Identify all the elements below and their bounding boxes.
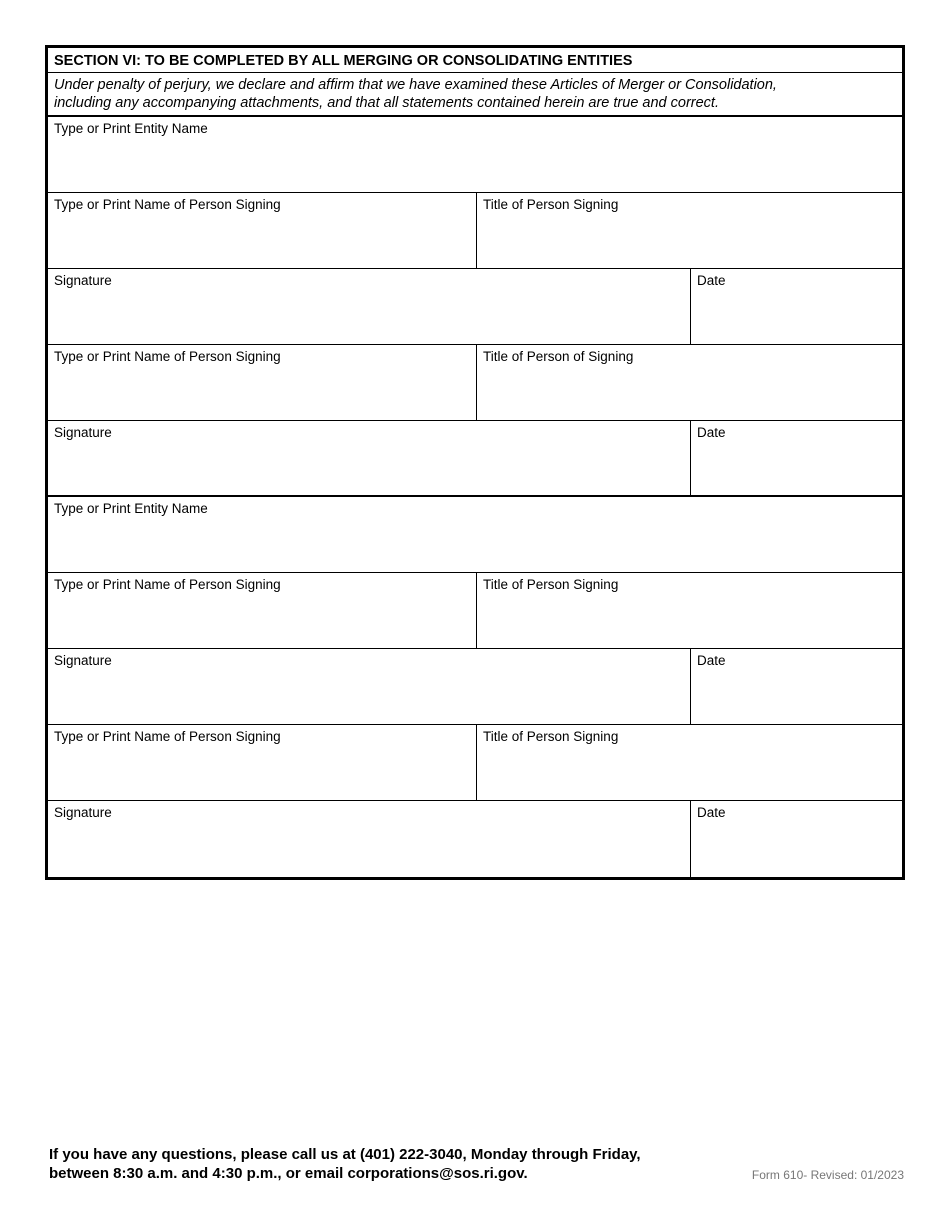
entity-2-signer-2-signature-row bbox=[48, 801, 902, 877]
entity-1-signer-2-date-input[interactable] bbox=[697, 447, 896, 489]
entity-2-signer-2-date-input[interactable] bbox=[697, 829, 896, 871]
entity-1-signer-1-title-field[interactable] bbox=[477, 193, 902, 268]
entity-1-signer-2-name-input[interactable] bbox=[54, 372, 470, 414]
perjury-declaration bbox=[48, 73, 902, 117]
signer-name-label: Type or Print Name of Person Signing bbox=[54, 197, 281, 212]
entity-name-label: Type or Print Entity Name bbox=[54, 121, 208, 136]
entity-1-signer-2-name-row bbox=[48, 345, 902, 421]
entity-1-name-field[interactable] bbox=[48, 117, 902, 192]
entity-1-signer-1-date-field[interactable] bbox=[691, 269, 902, 344]
section-header: SECTION VI: TO BE COMPLETED BY ALL MERGING OR CONSOLIDATING ENTITIES bbox=[48, 48, 902, 73]
signer-name-label: Type or Print Name of Person Signing bbox=[54, 349, 281, 364]
entity-2-signer-2-name-row bbox=[48, 725, 902, 801]
signer-title-label: Title of Person of Signing bbox=[483, 349, 634, 364]
entity-1-signer-2-title-input[interactable] bbox=[483, 372, 896, 414]
date-label: Date bbox=[697, 425, 726, 440]
section-vi-form bbox=[45, 45, 905, 880]
entity-2-signer-2-title-input[interactable] bbox=[483, 752, 896, 794]
form-revision-id: Form 610- Revised: 01/2023 bbox=[751, 1168, 904, 1182]
entity-1-signer-2-title-field[interactable] bbox=[477, 345, 902, 420]
entity-2-signer-1-signature-field[interactable] bbox=[48, 649, 691, 724]
entity-2-signer-2-name-input[interactable] bbox=[54, 752, 470, 794]
entity-2-name-row bbox=[48, 497, 902, 573]
entity-1-signer-2-signature-input[interactable] bbox=[54, 447, 684, 489]
entity-2-signer-2-signature-input[interactable] bbox=[54, 829, 684, 871]
declaration-line-1: Under penalty of perjury, we declare and affirm that we have examined these Articles of Merger or Consolidation, bbox=[54, 77, 777, 93]
entity-1-signer-1-name-field[interactable] bbox=[48, 193, 477, 268]
signature-label: Signature bbox=[54, 653, 112, 668]
date-label: Date bbox=[697, 805, 726, 820]
signer-title-label: Title of Person Signing bbox=[483, 197, 619, 212]
entity-1-name-input[interactable] bbox=[54, 144, 896, 186]
contact-line-2: between 8:30 a.m. and 4:30 p.m., or email corporations@sos.ri.gov. bbox=[49, 1165, 528, 1182]
entity-2-signer-1-signature-input[interactable] bbox=[54, 676, 684, 718]
entity-1-name-row bbox=[48, 117, 902, 193]
entity-2-signer-1-signature-row bbox=[48, 649, 902, 725]
signature-label: Signature bbox=[54, 273, 112, 288]
entity-2-signer-2-title-field[interactable] bbox=[477, 725, 902, 800]
entity-2-signer-1-name-field[interactable] bbox=[48, 573, 477, 648]
signer-title-label: Title of Person Signing bbox=[483, 729, 619, 744]
entity-2-signer-1-date-input[interactable] bbox=[697, 676, 896, 718]
signer-name-label: Type or Print Name of Person Signing bbox=[54, 577, 281, 592]
entity-2-signer-1-name-row bbox=[48, 573, 902, 649]
entity-2-signer-1-title-field[interactable] bbox=[477, 573, 902, 648]
entity-1-signer-1-signature-field[interactable] bbox=[48, 269, 691, 344]
entity-1-signer-2-signature-row bbox=[48, 421, 902, 497]
entity-2-name-field[interactable] bbox=[48, 497, 902, 572]
entity-1-signer-2-name-field[interactable] bbox=[48, 345, 477, 420]
entity-1-signer-1-signature-row bbox=[48, 269, 902, 345]
entity-1-signer-1-name-input[interactable] bbox=[54, 220, 470, 262]
signature-label: Signature bbox=[54, 425, 112, 440]
entity-2-signer-2-date-field[interactable] bbox=[691, 801, 902, 877]
declaration-line-2: including any accompanying attachments, and that all statements contained herein are true and correct. bbox=[54, 95, 719, 111]
date-label: Date bbox=[697, 653, 726, 668]
entity-1-signer-2-date-field[interactable] bbox=[691, 421, 902, 495]
entity-2-signer-2-signature-field[interactable] bbox=[48, 801, 691, 877]
entity-1-signer-1-name-row bbox=[48, 193, 902, 269]
entity-2-name-input[interactable] bbox=[54, 524, 896, 566]
entity-name-label: Type or Print Entity Name bbox=[54, 501, 208, 516]
contact-line-1: If you have any questions, please call us at (401) 222-3040, Monday through Friday, bbox=[49, 1146, 641, 1163]
entity-2-signer-1-name-input[interactable] bbox=[54, 600, 470, 642]
signer-name-label: Type or Print Name of Person Signing bbox=[54, 729, 281, 744]
entity-1-signer-1-title-input[interactable] bbox=[483, 220, 896, 262]
date-label: Date bbox=[697, 273, 726, 288]
entity-1-signer-2-signature-field[interactable] bbox=[48, 421, 691, 495]
entity-2-signer-1-date-field[interactable] bbox=[691, 649, 902, 724]
entity-1-signer-1-signature-input[interactable] bbox=[54, 296, 684, 338]
signature-label: Signature bbox=[54, 805, 112, 820]
footer-contact-info bbox=[49, 1145, 709, 1183]
entity-1-signer-1-date-input[interactable] bbox=[697, 296, 896, 338]
signer-title-label: Title of Person Signing bbox=[483, 577, 619, 592]
entity-2-signer-2-name-field[interactable] bbox=[48, 725, 477, 800]
entity-2-signer-1-title-input[interactable] bbox=[483, 600, 896, 642]
